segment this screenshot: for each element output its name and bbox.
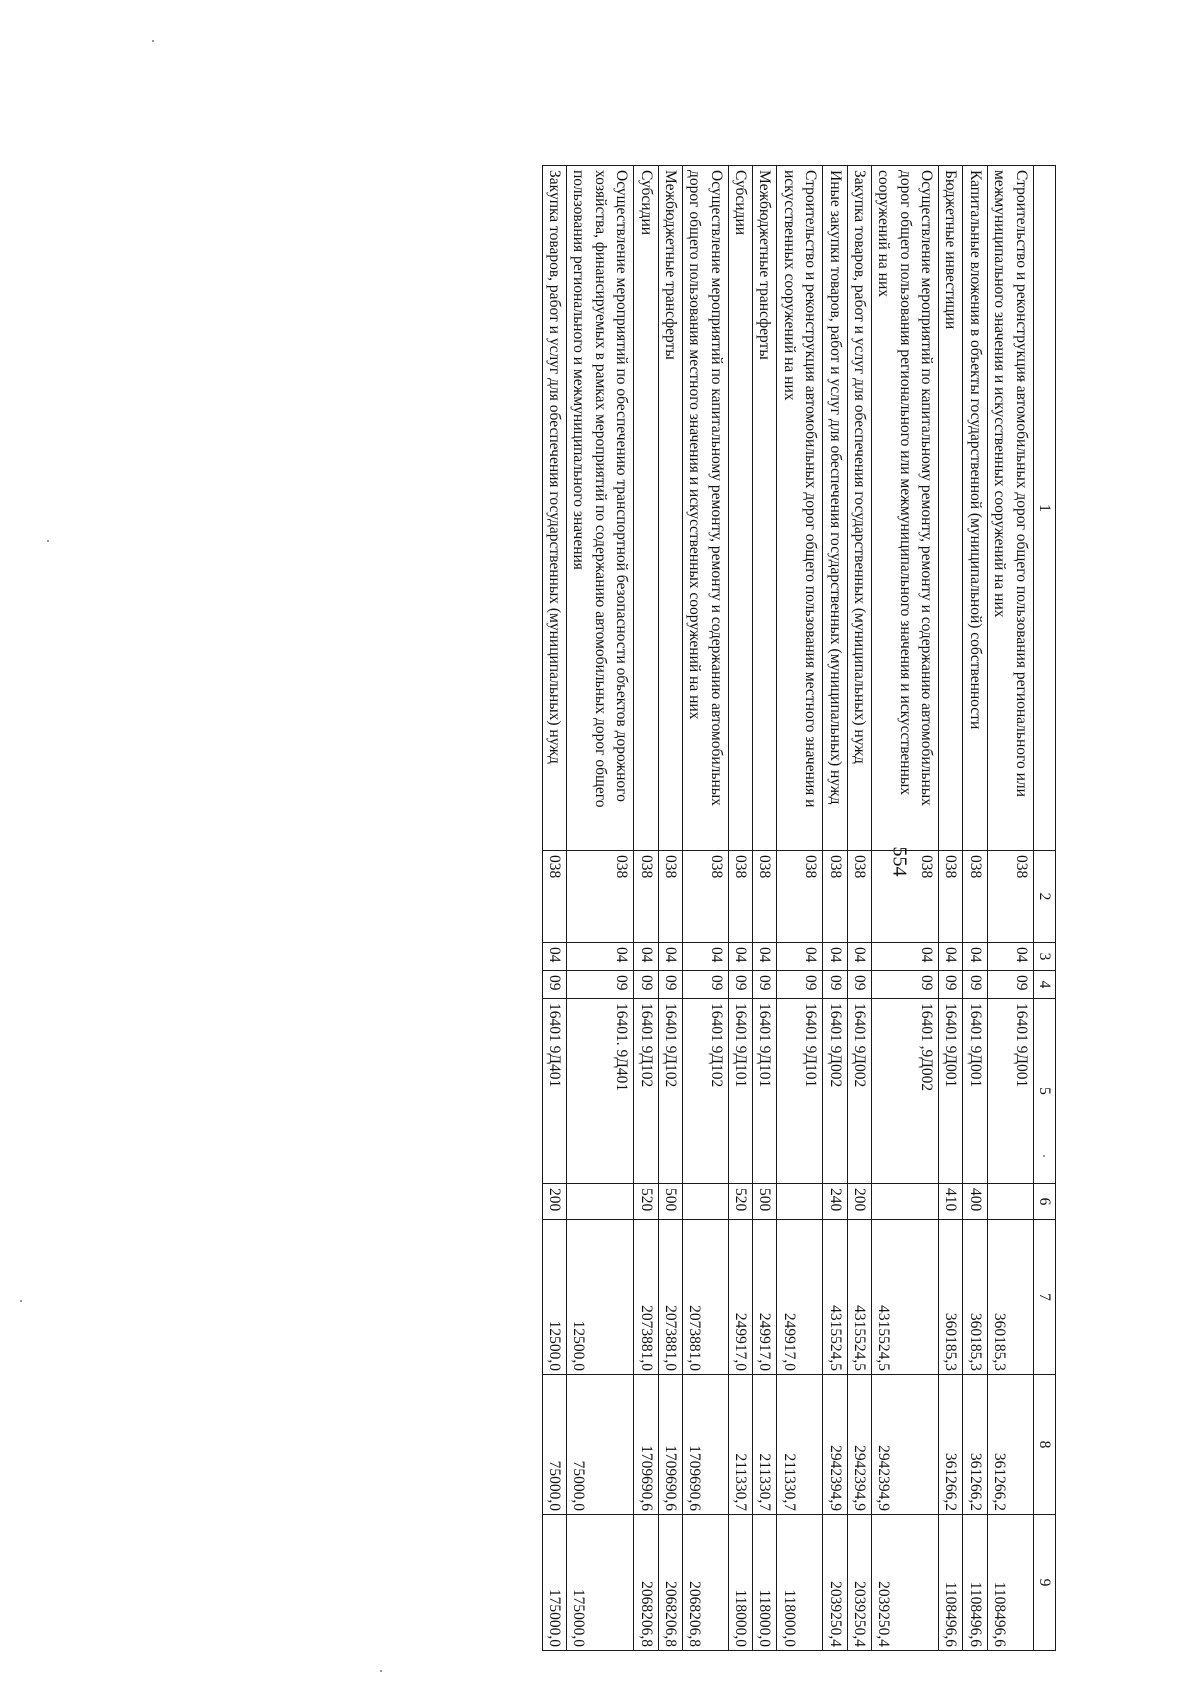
amount-year1-cell: 360185,3	[939, 1220, 963, 1375]
expense-type-cell: 200	[847, 1184, 871, 1220]
table-row	[939, 166, 963, 1651]
amount-year2-cell: 361266,2	[939, 1375, 963, 1515]
target-article-cell: 16401 9Д101	[777, 999, 823, 1184]
section-code-cell: 04	[987, 943, 1033, 971]
target-article-cell: 16401 9Д102	[658, 999, 682, 1184]
subsection-code-cell: 09	[634, 971, 658, 999]
table-row	[567, 166, 634, 1651]
amount-year3-cell: 1108496,6	[939, 1515, 963, 1651]
expense-type-cell: 200	[542, 1184, 566, 1220]
subsection-code-cell: 09	[567, 971, 634, 999]
budget-table	[542, 165, 1056, 1651]
ministry-code-cell: 038	[634, 851, 658, 943]
table-row	[658, 166, 682, 1651]
target-article-cell: 16401 9Д001	[939, 999, 963, 1184]
ministry-code-cell: 038	[728, 851, 752, 943]
amount-year3-cell: 175000,0	[542, 1515, 566, 1651]
expense-type-cell	[567, 1184, 634, 1220]
section-code-cell: 04	[777, 943, 823, 971]
target-article-cell: 16401 9Д102	[634, 999, 658, 1184]
table-row	[823, 166, 847, 1651]
amount-year3-cell: 118000,0	[753, 1515, 777, 1651]
amount-year1-cell: 360185,3	[963, 1220, 987, 1375]
ministry-code-cell: 038	[823, 851, 847, 943]
subsection-code-cell: 09	[728, 971, 752, 999]
amount-year1-cell: 12500,0	[567, 1220, 634, 1375]
item-name-cell: Субсидии	[728, 166, 752, 851]
ministry-code-cell: 038	[872, 851, 939, 943]
expense-type-cell: 410	[939, 1184, 963, 1220]
table-row	[847, 166, 871, 1651]
header-cell: 7	[1033, 1220, 1055, 1375]
section-code-cell: 04	[823, 943, 847, 971]
table-row	[542, 166, 566, 1651]
amount-year1-cell: 4315524,5	[823, 1220, 847, 1375]
target-article-cell: 16401 9Д101	[728, 999, 752, 1184]
item-name-cell: Межбюджетные трансферты	[753, 166, 777, 851]
scan-speck	[380, 1670, 382, 1672]
target-article-cell: 16401. 9Д401	[567, 999, 634, 1184]
target-article-cell: 16401 9Д002	[823, 999, 847, 1184]
amount-year2-cell: 211330,7	[753, 1375, 777, 1515]
amount-year1-cell: 249917,0	[777, 1220, 823, 1375]
ministry-code-cell: 038	[658, 851, 682, 943]
amount-year2-cell: 361266,2	[963, 1375, 987, 1515]
item-name-cell: Строительство и реконструкция автомобильных дорог общего пользования местного значения и искусственных сооружений на них	[777, 166, 823, 851]
amount-year2-cell: 2942394,9	[872, 1375, 939, 1515]
amount-year2-cell: 2942394,9	[823, 1375, 847, 1515]
scan-speck	[152, 40, 154, 42]
amount-year2-cell: 211330,7	[777, 1375, 823, 1515]
amount-year2-cell: 1709690,6	[683, 1375, 729, 1515]
scan-speck	[47, 540, 49, 542]
section-code-cell: 04	[567, 943, 634, 971]
header-row	[1033, 166, 1055, 1651]
rotated-sheet	[80, 165, 1056, 1650]
target-article-cell: 16401 9Д002	[847, 999, 871, 1184]
subsection-code-cell: 09	[777, 971, 823, 999]
ministry-code-cell: 038	[777, 851, 823, 943]
ministry-code-cell: 038	[847, 851, 871, 943]
amount-year1-cell: 249917,0	[728, 1220, 752, 1375]
ministry-code-cell: 038	[987, 851, 1033, 943]
table-row	[963, 166, 987, 1651]
subsection-code-cell: 09	[872, 971, 939, 999]
amount-year2-cell: 1709690,6	[658, 1375, 682, 1515]
amount-year1-cell: 249917,0	[753, 1220, 777, 1375]
amount-year3-cell: 2039250,4	[872, 1515, 939, 1651]
target-article-cell: 16401 9Д001	[987, 999, 1033, 1184]
ministry-code-cell: 038	[542, 851, 566, 943]
amount-year2-cell: 75000,0	[567, 1375, 634, 1515]
subsection-code-cell: 09	[753, 971, 777, 999]
subsection-code-cell: 09	[658, 971, 682, 999]
subsection-code-cell: 09	[847, 971, 871, 999]
item-name-cell: Строительство и реконструкция автомобильных дорог общего пользования регионального или межмуниципального значения и искусственных сооружений на них	[987, 166, 1033, 851]
amount-year1-cell: 4315524,5	[872, 1220, 939, 1375]
target-article-cell: 16401 ,9Д002	[872, 999, 939, 1184]
target-article-cell: 16401 9Д401	[542, 999, 566, 1184]
amount-year3-cell: 2068206,8	[634, 1515, 658, 1651]
subsection-code-cell: 09	[963, 971, 987, 999]
expense-type-cell: 520	[728, 1184, 752, 1220]
table-row	[987, 166, 1033, 1651]
expense-type-cell	[987, 1184, 1033, 1220]
table-row	[634, 166, 658, 1651]
item-name-cell: Осуществление мероприятий по обеспечению транспортной безопасности объектов дорожного хозяйства, финансируемых в рамках мероприятий по содержанию автомобильных дорог общего пользования регионального и межмуниципального значения	[567, 166, 634, 851]
section-code-cell: 04	[753, 943, 777, 971]
expense-type-cell	[872, 1184, 939, 1220]
section-code-cell: 04	[963, 943, 987, 971]
amount-year2-cell: 211330,7	[728, 1375, 752, 1515]
subsection-code-cell: 09	[987, 971, 1033, 999]
subsection-code-cell: 09	[823, 971, 847, 999]
amount-year2-cell: 361266,2	[987, 1375, 1033, 1515]
amount-year3-cell: 1108496,6	[963, 1515, 987, 1651]
item-name-cell: Субсидии	[634, 166, 658, 851]
subsection-code-cell: 09	[939, 971, 963, 999]
section-code-cell: 04	[872, 943, 939, 971]
amount-year2-cell: 2942394,9	[847, 1375, 871, 1515]
header-cell: 2	[1033, 851, 1055, 943]
subsection-code-cell: 09	[542, 971, 566, 999]
amount-year3-cell: 2039250,4	[847, 1515, 871, 1651]
item-name-cell: Осуществление мероприятий по капитальному ремонту, ремонту и содержанию автомобильных дорог общего пользования местного значения и искусственных сооружений на них	[683, 166, 729, 851]
section-code-cell: 04	[658, 943, 682, 971]
expense-type-cell: 240	[823, 1184, 847, 1220]
ministry-code-cell: 038	[963, 851, 987, 943]
expense-type-cell: 400	[963, 1184, 987, 1220]
amount-year1-cell: 4315524,5	[847, 1220, 871, 1375]
section-code-cell: 04	[634, 943, 658, 971]
section-code-cell: 04	[939, 943, 963, 971]
expense-type-cell: 520	[634, 1184, 658, 1220]
table-row	[753, 166, 777, 1651]
item-name-cell: Межбюджетные трансферты	[658, 166, 682, 851]
ministry-code-cell: 038	[683, 851, 729, 943]
section-code-cell: 04	[728, 943, 752, 971]
expense-type-cell	[683, 1184, 729, 1220]
amount-year3-cell: 175000,0	[567, 1515, 634, 1651]
amount-year3-cell: 118000,0	[728, 1515, 752, 1651]
target-article-cell: 16401 9Д102	[683, 999, 729, 1184]
item-name-cell: Осуществление мероприятий по капитальному ремонту, ремонту и содержанию автомобильных дорог общего пользования регионального или межмуниципального значения и искусственных сооружений на них	[872, 166, 939, 851]
amount-year1-cell: 12500,0	[542, 1220, 566, 1375]
amount-year2-cell: 1709690,6	[634, 1375, 658, 1515]
header-cell: 8	[1033, 1375, 1055, 1515]
ministry-code-cell: 038	[753, 851, 777, 943]
expense-type-cell: 500	[753, 1184, 777, 1220]
amount-year1-cell: 2073881,0	[683, 1220, 729, 1375]
table-row	[683, 166, 729, 1651]
header-cell: 9	[1033, 1515, 1055, 1651]
subsection-code-cell: 09	[683, 971, 729, 999]
amount-year2-cell: 75000,0	[542, 1375, 566, 1515]
header-cell: 4	[1033, 971, 1055, 999]
expense-type-cell	[777, 1184, 823, 1220]
amount-year1-cell: 2073881,0	[658, 1220, 682, 1375]
scan-speck	[20, 1300, 22, 1302]
header-cell: 5	[1033, 999, 1055, 1184]
amount-year3-cell: 2068206,8	[658, 1515, 682, 1651]
amount-year1-cell: 2073881,0	[634, 1220, 658, 1375]
item-name-cell: Капитальные вложения в объекты государственной (муниципальной) собственности	[963, 166, 987, 851]
ministry-code-cell: 038	[567, 851, 634, 943]
header-cell: 3	[1033, 943, 1055, 971]
section-code-cell: 04	[683, 943, 729, 971]
target-article-cell: 16401 9Д101	[753, 999, 777, 1184]
amount-year3-cell: 2068206,8	[683, 1515, 729, 1651]
table-row	[777, 166, 823, 1651]
header-cell: 1	[1033, 166, 1055, 851]
page-number: 554	[888, 846, 911, 877]
table-row	[728, 166, 752, 1651]
section-code-cell: 04	[847, 943, 871, 971]
item-name-cell: Закупка товаров, работ и услуг для обеспечения государственных (муниципальных) нужд	[847, 166, 871, 851]
item-name-cell: Закупка товаров, работ и услуг для обеспечения государственных (муниципальных) нужд	[542, 166, 566, 851]
item-name-cell: Иные закупки товаров, работ и услуг для обеспечения государственных (муниципальных) нужд	[823, 166, 847, 851]
amount-year1-cell: 360185,3	[987, 1220, 1033, 1375]
amount-year3-cell: 2039250,4	[823, 1515, 847, 1651]
section-code-cell: 04	[542, 943, 566, 971]
ministry-code-cell: 038	[939, 851, 963, 943]
target-article-cell: 16401 9Д001	[963, 999, 987, 1184]
header-cell: 6	[1033, 1184, 1055, 1220]
amount-year3-cell: 118000,0	[777, 1515, 823, 1651]
amount-year3-cell: 1108496,6	[987, 1515, 1033, 1651]
expense-type-cell: 500	[658, 1184, 682, 1220]
item-name-cell: Бюджетные инвестиции	[939, 166, 963, 851]
table-row	[872, 166, 939, 1651]
